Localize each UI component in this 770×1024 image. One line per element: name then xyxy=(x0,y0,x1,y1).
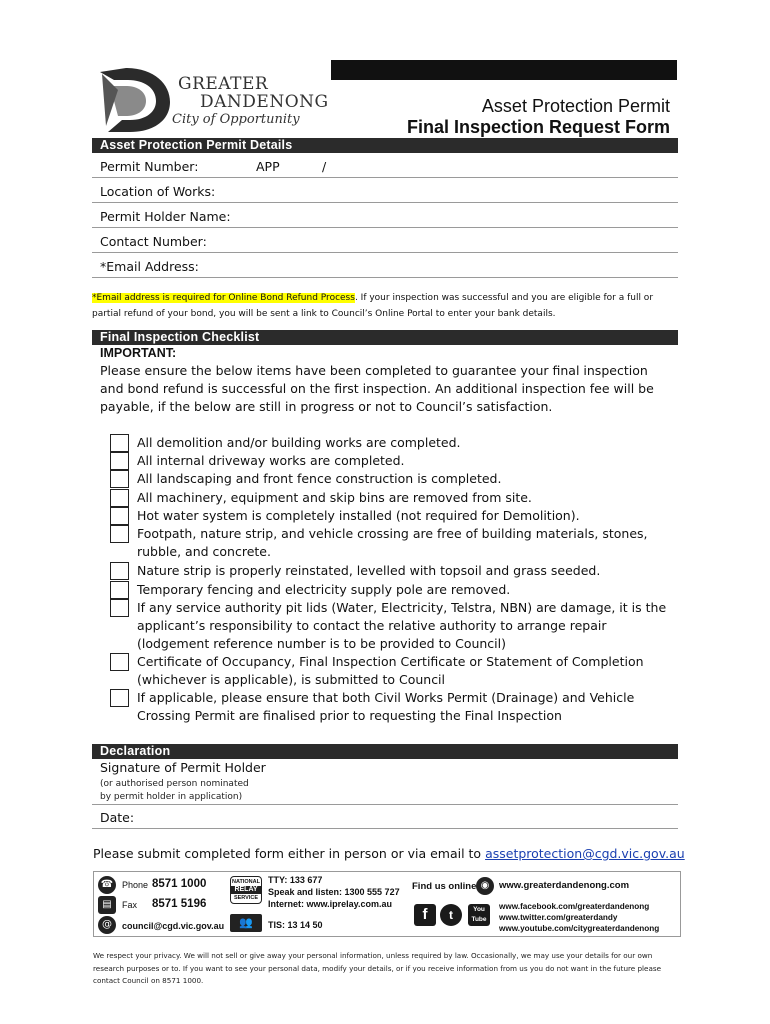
signature-note xyxy=(100,778,249,804)
logo-line1: GREATER xyxy=(178,74,269,94)
page-title: Asset Protection Permit xyxy=(481,96,670,116)
checkbox-9[interactable] xyxy=(110,599,129,617)
speak-listen-number: Speak and listen: 1300 555 727 xyxy=(268,887,400,897)
youtube-icon[interactable]: You Tube xyxy=(468,904,490,926)
checkbox-1[interactable] xyxy=(110,434,129,452)
signature-note-line2: by permit holder in application) xyxy=(100,792,243,802)
checklist-intro: Please ensure the below items have been completed to guarantee your final inspection and bond refund is successful on the first inspection. An additional inspection fee will be payable, if the below are still in progress or not to Council’s satisfaction. xyxy=(100,363,654,414)
logo-tagline: City of Opportunity xyxy=(172,112,300,127)
submit-email-link[interactable]: assetprotection@cgd.vic.gov.au xyxy=(485,846,685,861)
signature-note-line1: (or authorised person nominated xyxy=(100,779,249,789)
contact-number-row[interactable] xyxy=(92,228,678,253)
checklist-item: All demolition and/or building works are completed. xyxy=(137,435,461,450)
permit-prefix: APP xyxy=(256,159,280,174)
email-icon: @ xyxy=(98,916,116,934)
email-note xyxy=(92,290,682,322)
email-row[interactable] xyxy=(92,253,678,278)
facebook-icon[interactable]: f xyxy=(414,904,436,926)
checkbox-3[interactable] xyxy=(110,470,129,488)
tis-number: TIS: 13 14 50 xyxy=(268,920,323,930)
checkbox-8[interactable] xyxy=(110,581,129,599)
page-subtitle: Final Inspection Request Form xyxy=(406,117,670,137)
fax-icon: ▤ xyxy=(98,896,116,914)
signature-label: Signature of Permit Holder xyxy=(100,760,266,775)
dandenong-d-icon xyxy=(96,66,176,134)
contact-number-label: Contact Number: xyxy=(100,234,207,249)
relay-internet: Internet: www.iprelay.com.au xyxy=(268,899,393,909)
email-note-highlight: *Email address is required for Online Bond Refund Process xyxy=(92,293,355,303)
fax-label: Fax xyxy=(122,900,138,910)
facebook-link[interactable]: www.facebook.com/greaterdandenong xyxy=(499,902,650,911)
checklist-item: All internal driveway works are completed. xyxy=(137,453,405,468)
checklist-heading: Final Inspection Checklist xyxy=(92,330,678,345)
relay-service-logo xyxy=(230,876,262,904)
phone-label: Phone xyxy=(122,880,149,890)
phone-icon: ☎ xyxy=(98,876,116,894)
youtube-link[interactable]: www.youtube.com/citygreaterdandenong xyxy=(499,924,660,933)
checklist-item: Hot water system is completely installed (not required for Demolition). xyxy=(137,508,580,523)
location-label: Location of Works: xyxy=(100,184,216,199)
checkbox-5[interactable] xyxy=(110,507,129,525)
permit-number-row xyxy=(92,153,678,178)
permit-separator: / xyxy=(322,159,327,174)
checklist-item: Certificate of Occupancy, Final Inspection Certificate or Statement of Completion (whichever is applicable), is submitted to Council xyxy=(137,654,644,687)
header-black-bar xyxy=(331,60,677,80)
council-logo xyxy=(96,66,336,134)
checklist-item: Nature strip is properly reinstated, levelled with topsoil and grass seeded. xyxy=(137,563,601,578)
relay-line1: NATIONAL xyxy=(231,879,260,885)
twitter-link[interactable]: www.twitter.com/greaterdandy xyxy=(499,913,618,922)
holder-label: Permit Holder Name: xyxy=(100,209,231,224)
contact-footer xyxy=(93,871,681,937)
checkbox-2[interactable] xyxy=(110,452,129,470)
find-us-label: Find us online xyxy=(412,881,477,892)
phone-number: 8571 1000 xyxy=(152,878,207,890)
checklist-item: All machinery, equipment and skip bins are removed from site. xyxy=(137,490,532,505)
logo-line2: DANDENONG xyxy=(200,92,329,112)
declaration-heading: Declaration xyxy=(92,744,678,759)
checkbox-11[interactable] xyxy=(110,689,129,707)
website-link[interactable]: www.greaterdandenong.com xyxy=(499,880,630,891)
tty-number: TTY: 133 677 xyxy=(268,875,323,885)
permit-details-heading: Asset Protection Permit Details xyxy=(92,138,678,153)
twitter-icon[interactable]: t xyxy=(440,904,462,926)
signature-line[interactable] xyxy=(92,804,678,805)
checklist-item: Temporary fencing and electricity supply pole are removed. xyxy=(137,582,511,597)
location-row[interactable] xyxy=(92,178,678,203)
email-label: *Email Address: xyxy=(100,259,199,274)
council-email[interactable]: council@cgd.vic.gov.au xyxy=(122,921,225,931)
holder-row[interactable] xyxy=(92,203,678,228)
relay-line2: RELAY xyxy=(231,886,261,894)
fax-number: 8571 5196 xyxy=(152,898,207,910)
submit-instructions xyxy=(93,846,685,861)
date-line[interactable] xyxy=(92,828,678,829)
checklist-item: Footpath, nature strip, and vehicle crossing are free of building materials, stones, rubble, and concrete. xyxy=(137,526,648,559)
checkbox-10[interactable] xyxy=(110,653,129,671)
interpreter-icon: 👥 xyxy=(230,914,262,932)
checkbox-6[interactable] xyxy=(110,525,129,543)
checkbox-4[interactable] xyxy=(110,489,129,507)
permit-number-label: Permit Number: xyxy=(100,159,199,174)
relay-line3: SERVICE xyxy=(233,895,259,901)
privacy-statement: We respect your privacy. We will not sell or give away your personal information, unless required by law. Occasionally, we may use your details for our own research purposes or to. If you want to see your personal data, modify your details, or if you receive information from us you do not want in the future please contact Council on 8571 1000. xyxy=(93,951,662,985)
checklist-item: If applicable, please ensure that both Civil Works Permit (Drainage) and Vehicle Crossing Permit are finalised prior to requesting the Final Inspection xyxy=(137,690,635,723)
checklist-item: If any service authority pit lids (Water, Electricity, Telstra, NBN) are damage, it is the applicant’s responsibility to contact the relative authority to arrange repair (lodgement reference number is to be provided to Council) xyxy=(137,600,667,651)
email-note-text: . If your inspection was successful and you are eligible for a full or partial refund of your bond, you will be sent a link to Council’s Online Portal to enter your bank details. xyxy=(92,293,654,319)
globe-icon: ◉ xyxy=(476,877,494,895)
important-label: IMPORTANT: xyxy=(100,346,177,360)
date-label: Date: xyxy=(100,810,135,825)
checkbox-7[interactable] xyxy=(110,562,129,580)
submit-text: Please submit completed form either in person or via email to xyxy=(93,846,486,861)
checklist-item: All landscaping and front fence construction is completed. xyxy=(137,471,502,486)
